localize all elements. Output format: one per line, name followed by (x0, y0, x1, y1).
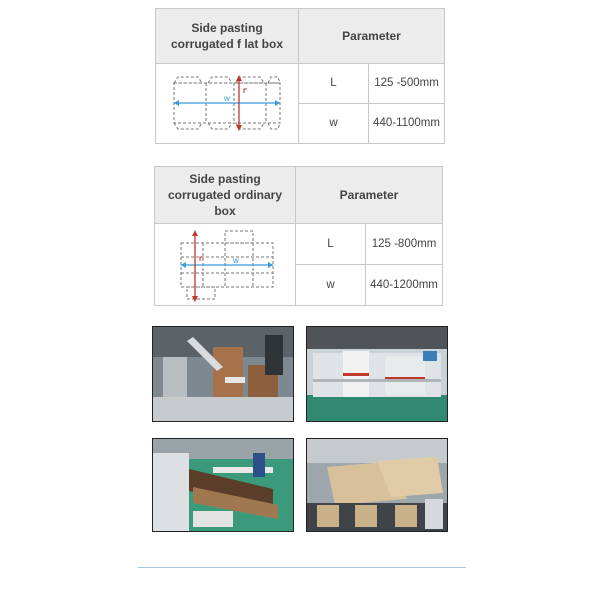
table-title: Side pasting corrugated ordinary box (155, 167, 296, 224)
param-value-l: 125 -500mm (369, 64, 445, 104)
param-value-w: 440-1200mm (366, 265, 443, 306)
ordinary-box-diagram-cell (155, 224, 296, 306)
w-label: w (233, 255, 239, 265)
conveyor-feed-photo (152, 438, 294, 532)
param-key-w: w (299, 104, 369, 144)
flat-box-diagram (168, 69, 286, 139)
footer-divider (138, 567, 466, 568)
machine-line-photo (306, 326, 448, 422)
spec-table-flat-box (155, 8, 445, 144)
param-value-l: 125 -800mm (366, 224, 443, 265)
param-value-w: 440-1100mm (369, 104, 445, 144)
box-folding-photo (306, 438, 448, 532)
spec-table-ordinary-box (154, 166, 443, 306)
ordinary-box-diagram (173, 227, 277, 303)
parameter-header: Parameter (296, 167, 443, 224)
flat-box-diagram-cell (156, 64, 299, 144)
param-key-l: L (296, 224, 366, 265)
w-label: w (224, 93, 230, 103)
table-title: Side pasting corrugated f lat box (156, 9, 299, 64)
parameter-header: Parameter (299, 9, 445, 64)
machine-closeup-photo (152, 326, 294, 422)
param-key-w: w (296, 265, 366, 306)
param-key-l: L (299, 64, 369, 104)
